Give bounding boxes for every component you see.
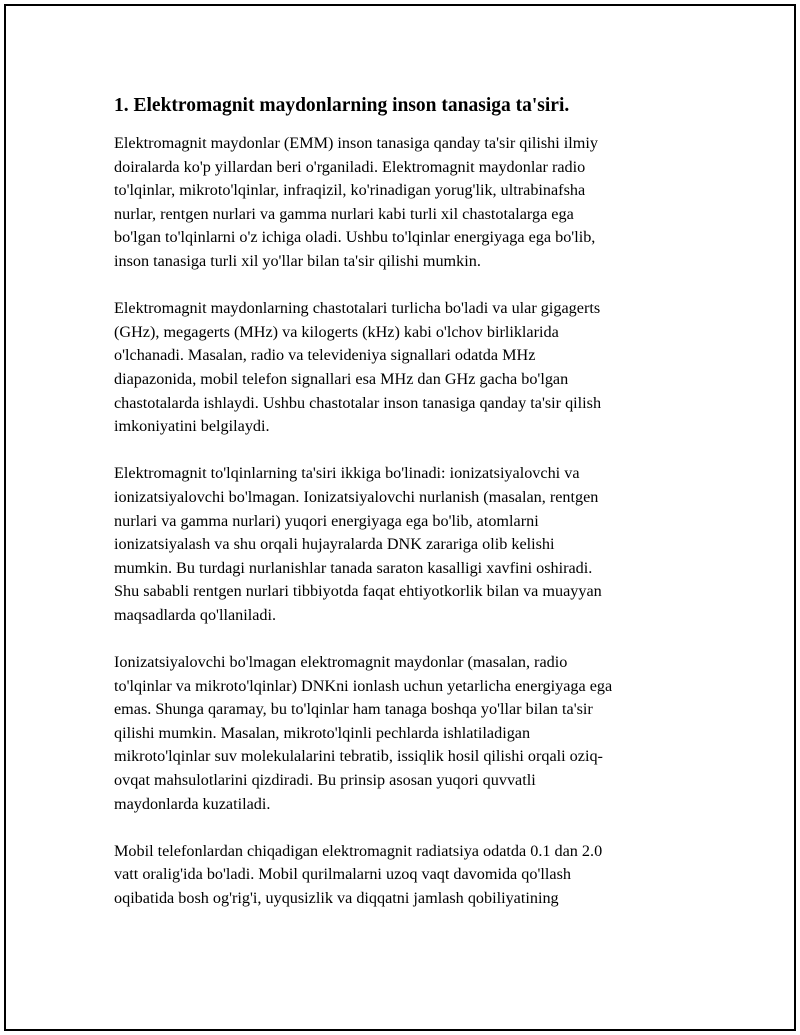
text-line: maydonlarda kuzatiladi. <box>114 794 271 813</box>
text-line: bo'lgan to'lqinlarni o'z ichiga oladi. Ushbu to'lqinlar energiyaga ega bo'lib, <box>114 228 596 247</box>
paragraph-4 <box>114 651 694 816</box>
text-line: doiralarda ko'p yillardan beri o'rganiladi. Elektromagnit maydonlar radio <box>114 157 586 176</box>
text-line: Shu sababli rentgen nurlari tibbiyotda faqat ehtiyotkorlik bilan va muayyan <box>114 582 602 601</box>
paragraph-2 <box>114 297 694 439</box>
text-line: qilishi mumkin. Masalan, mikroto'lqinli pechlarda ishlatiladigan <box>114 723 531 742</box>
text-line: imkoniyatini belgilaydi. <box>114 417 270 436</box>
text-line: mumkin. Bu turdagi nurlanishlar tanada saraton kasalligi xavfini oshiradi. <box>114 558 593 577</box>
text-line: Elektromagnit maydonlar (EMM) inson tanasiga qanday ta'sir qilishi ilmiy <box>114 134 598 152</box>
text-line: Elektromagnit maydonlarning chastotalari turlicha bo'ladi va ular gigagerts <box>114 299 601 318</box>
text-line: Elektromagnit to'lqinlarning ta'siri ikkiga bo'linadi: ionizatsiyalovchi va <box>114 464 580 483</box>
paragraph-5 <box>114 840 694 911</box>
text-line: Ionizatsiyalovchi bo'lmagan elektromagnit maydonlar (masalan, radio <box>114 653 568 672</box>
paragraph-3 <box>114 462 694 627</box>
section-heading: 1. Elektromagnit maydonlarning inson tanasiga ta'siri. <box>114 95 570 116</box>
text-line: nurlar, rentgen nurlari va gamma nurlari kabi turli xil chastotalarga ega <box>114 204 574 223</box>
text-line: to'lqinlar va mikroto'lqinlar) DNKni ionlash uchun yetarlicha energiyaga ega <box>114 676 613 695</box>
text-line: inson tanasiga turli xil yo'llar bilan ta'sir qilishi mumkin. <box>114 251 481 270</box>
text-line: o'lchanadi. Masalan, radio va televideniya signallari odatda MHz <box>114 346 536 365</box>
text-line: mikroto'lqinlar suv molekulalarini tebratib, issiqlik hosil qilishi orqali oziq- <box>114 747 603 766</box>
text-line: ionizatsiyalash va shu orqali hujayralarda DNK zarariga olib kelishi <box>114 535 555 554</box>
text-line: ovqat mahsulotlarini qizdiradi. Bu prinsip asosan yuqori quvvatli <box>114 771 536 790</box>
text-line: vatt oralig'ida bo'ladi. Mobil qurilmalarni uzoq vaqt davomida qo'llash <box>114 865 571 884</box>
text-line: Mobil telefonlardan chiqadigan elektromagnit radiatsiya odatda 0.1 dan 2.0 <box>114 841 603 860</box>
text-line: nurlari va gamma nurlari) yuqori energiyaga ega bo'lib, atomlarni <box>114 511 539 530</box>
text-line: diapazonida, mobil telefon signallari esa MHz dan GHz gacha bo'lgan <box>114 369 569 388</box>
paragraph-1 <box>114 132 694 274</box>
text-line: to'lqinlar, mikroto'lqinlar, infraqizil, ko'rinadigan yorug'lik, ultrabinafsha <box>114 181 586 200</box>
text-line: oqibatida bosh og'rig'i, uyqusizlik va diqqatni jamlash qobiliyatining <box>114 889 559 907</box>
text-line: emas. Shunga qaramay, bu to'lqinlar ham tanaga boshqa yo'llar bilan ta'sir <box>114 700 593 719</box>
text-line: maqsadlarda qo'llaniladi. <box>114 605 277 624</box>
text-line: (GHz), megagerts (MHz) va kilogerts (kHz) kabi o'lchov birliklarida <box>114 322 559 341</box>
text-line: chastotalarda ishlaydi. Ushbu chastotalar inson tanasiga qanday ta'sir qilish <box>114 393 602 412</box>
text-line: ionizatsiyalovchi bo'lmagan. Ionizatsiyalovchi nurlanish (masalan, rentgen <box>114 487 599 506</box>
document-body <box>114 94 694 934</box>
